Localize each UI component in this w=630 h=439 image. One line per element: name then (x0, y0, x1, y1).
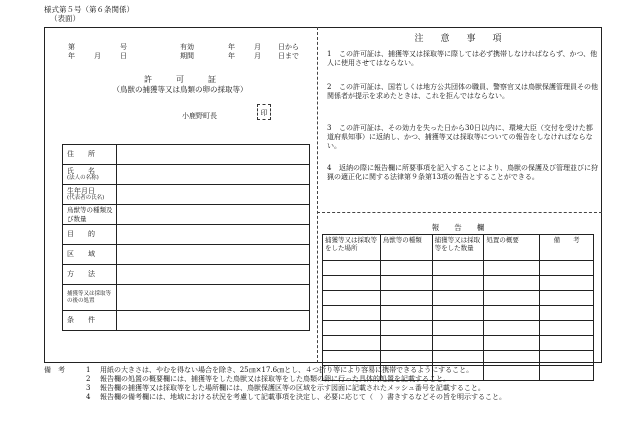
report-table (322, 234, 594, 381)
footer-row: 4 報告欄の備考欄には、地域における状況を考慮して記載事項を決定し、必要に応じて（ ）書きするなどその旨を明示すること。 (86, 393, 506, 402)
footer-row: 3 報告欄の捕獲等又は採取等をした場所欄には、鳥獣保護区等の区域を示す図面に記載されたメッシュ番号を記載すること。 (86, 384, 485, 393)
note-item: 4 返納の際に報告欄に所要事項を記入することにより、鳥獣の保護及び管理並びに狩猟の適正化に関する法律第９条第13項の報告とすることができる。 (327, 164, 598, 182)
field-label: 住 所 (63, 145, 117, 165)
field-row (63, 165, 310, 185)
footer-row: 2 報告欄の処置の概要欄には、捕獲等をした鳥獣又は採取等をした鳥類の卵に行った具体的処置を記載すること。 (86, 375, 450, 384)
method-field[interactable] (116, 265, 309, 285)
report-cell[interactable] (540, 306, 594, 321)
footer-row: 備 考 1 用紙の大きさは、やむを得ない場合を除き、25㎝×17.6㎝とし、４つ折り等により容易に携帯できるようにすること。 (44, 366, 474, 374)
report-cell[interactable] (380, 291, 432, 306)
report-cell[interactable] (380, 336, 432, 351)
report-cell[interactable] (484, 306, 540, 321)
field-label: 生年月日 (代表者の氏名) (63, 185, 117, 205)
field-label: 捕獲等又は採取等の後の処置 (63, 285, 117, 311)
report-title: 報 告 欄 (431, 223, 485, 232)
header-year: 年 (228, 43, 235, 51)
footer-notes (44, 366, 506, 402)
species-field[interactable] (116, 205, 309, 225)
header-month: 月 (254, 43, 261, 51)
report-cell[interactable] (540, 336, 594, 351)
footer-key: 備 考 (44, 366, 65, 374)
header-from: 日から (278, 43, 299, 51)
field-row (63, 145, 310, 165)
report-cell[interactable] (380, 276, 432, 291)
report-row (323, 321, 594, 336)
report-cell[interactable] (432, 291, 484, 306)
to-year: 年 (228, 51, 235, 60)
header-kikan: 期間 (180, 51, 194, 60)
report-header: 捕獲等又は採取等をした数量 (432, 235, 484, 261)
fold-line-vertical (317, 27, 318, 363)
note-item: 2 この許可証は、国若しくは地方公共団体の職員、警察官又は鳥獣保護管理員その他関係者が提示を求めたときは、これを拒んではならない。 (327, 83, 598, 101)
report-row (323, 351, 594, 366)
field-row (63, 311, 310, 331)
report-cell[interactable] (323, 321, 381, 336)
report-cell[interactable] (432, 306, 484, 321)
field-row (63, 205, 310, 225)
report-cell[interactable] (540, 276, 594, 291)
report-cell[interactable] (432, 336, 484, 351)
header-until: 日まで (278, 51, 299, 60)
header-no: 第 (68, 43, 75, 51)
field-label: 条 件 (63, 311, 117, 331)
issue-year: 年 (68, 51, 75, 60)
fold-line-horizontal (317, 212, 602, 213)
field-row (63, 225, 310, 245)
issue-day: 日 (120, 51, 127, 60)
report-cell[interactable] (432, 351, 484, 366)
report-cell[interactable] (540, 366, 594, 381)
name-field[interactable] (116, 165, 309, 185)
report-cell[interactable] (540, 291, 594, 306)
report-cell[interactable] (432, 261, 484, 276)
report-cell[interactable] (484, 351, 540, 366)
report-cell[interactable] (540, 261, 594, 276)
report-cell[interactable] (323, 351, 381, 366)
permit-fields-table (62, 144, 310, 331)
report-cell[interactable] (484, 321, 540, 336)
report-cell[interactable] (484, 276, 540, 291)
note-item: 1 この許可証は、捕獲等又は採取等に際しては必ず携帯しなければならず、かつ、他人に使用させてはならない。 (327, 50, 598, 68)
report-cell[interactable] (484, 291, 540, 306)
notes-title: 注 意 事 項 (414, 34, 506, 44)
report-row (323, 276, 594, 291)
report-cell[interactable] (380, 306, 432, 321)
area-field[interactable] (116, 245, 309, 265)
field-row (63, 265, 310, 285)
report-cell[interactable] (432, 321, 484, 336)
disposal-field[interactable] (116, 285, 309, 311)
header-go: 号 (120, 43, 127, 51)
to-month: 月 (254, 51, 261, 60)
field-label: 氏 名 (法人の名称) (63, 165, 117, 185)
seal-box: 印 (257, 104, 271, 120)
side-label: （表面） (50, 14, 80, 23)
field-label: 目 的 (63, 225, 117, 245)
report-header: 処置の概要 (484, 235, 540, 261)
permit-subtitle: （鳥獣の捕獲等又は鳥類の卵の採取等） (112, 85, 248, 94)
report-cell[interactable] (484, 261, 540, 276)
report-header: 備 考 (540, 235, 594, 261)
report-row (323, 291, 594, 306)
header-yuko: 有効 (180, 43, 194, 51)
issue-month: 月 (94, 51, 101, 60)
report-header-row (323, 235, 594, 261)
report-cell[interactable] (380, 261, 432, 276)
report-cell[interactable] (323, 306, 381, 321)
address-field[interactable] (116, 145, 309, 165)
report-cell[interactable] (484, 336, 540, 351)
report-cell[interactable] (323, 291, 381, 306)
mayor-name: 小鹿野町長 (182, 112, 217, 120)
report-cell[interactable] (323, 276, 381, 291)
field-label: 区 域 (63, 245, 117, 265)
report-cell[interactable] (323, 336, 381, 351)
form-number: 様式第５号（第６条関係） (44, 5, 134, 14)
report-cell[interactable] (380, 321, 432, 336)
report-row (323, 261, 594, 276)
birthdate-field[interactable] (116, 185, 309, 205)
permit-number-block (68, 43, 313, 61)
report-header: 捕獲等又は採取等をした場所 (323, 235, 381, 261)
report-cell[interactable] (540, 321, 594, 336)
report-row (323, 306, 594, 321)
report-cell[interactable] (380, 351, 432, 366)
report-cell[interactable] (432, 276, 484, 291)
report-cell[interactable] (323, 261, 381, 276)
report-header: 鳥獣等の種類 (380, 235, 432, 261)
report-cell[interactable] (540, 351, 594, 366)
purpose-field[interactable] (116, 225, 309, 245)
field-row (63, 245, 310, 265)
field-row (63, 285, 310, 311)
field-row (63, 185, 310, 205)
field-label: 鳥獣等の種類及び数量 (63, 205, 117, 225)
field-label: 方 法 (63, 265, 117, 285)
report-row (323, 336, 594, 351)
permit-title: 許 可 証 (144, 75, 216, 84)
conditions-field[interactable] (116, 311, 309, 331)
note-item: 3 この許可証は、その効力を失った日から30日以内に、環境大臣（交付を受けた都道府県知事）に返納し、かつ、捕獲等又は採取等についての報告をしなければならない。 (327, 124, 593, 151)
